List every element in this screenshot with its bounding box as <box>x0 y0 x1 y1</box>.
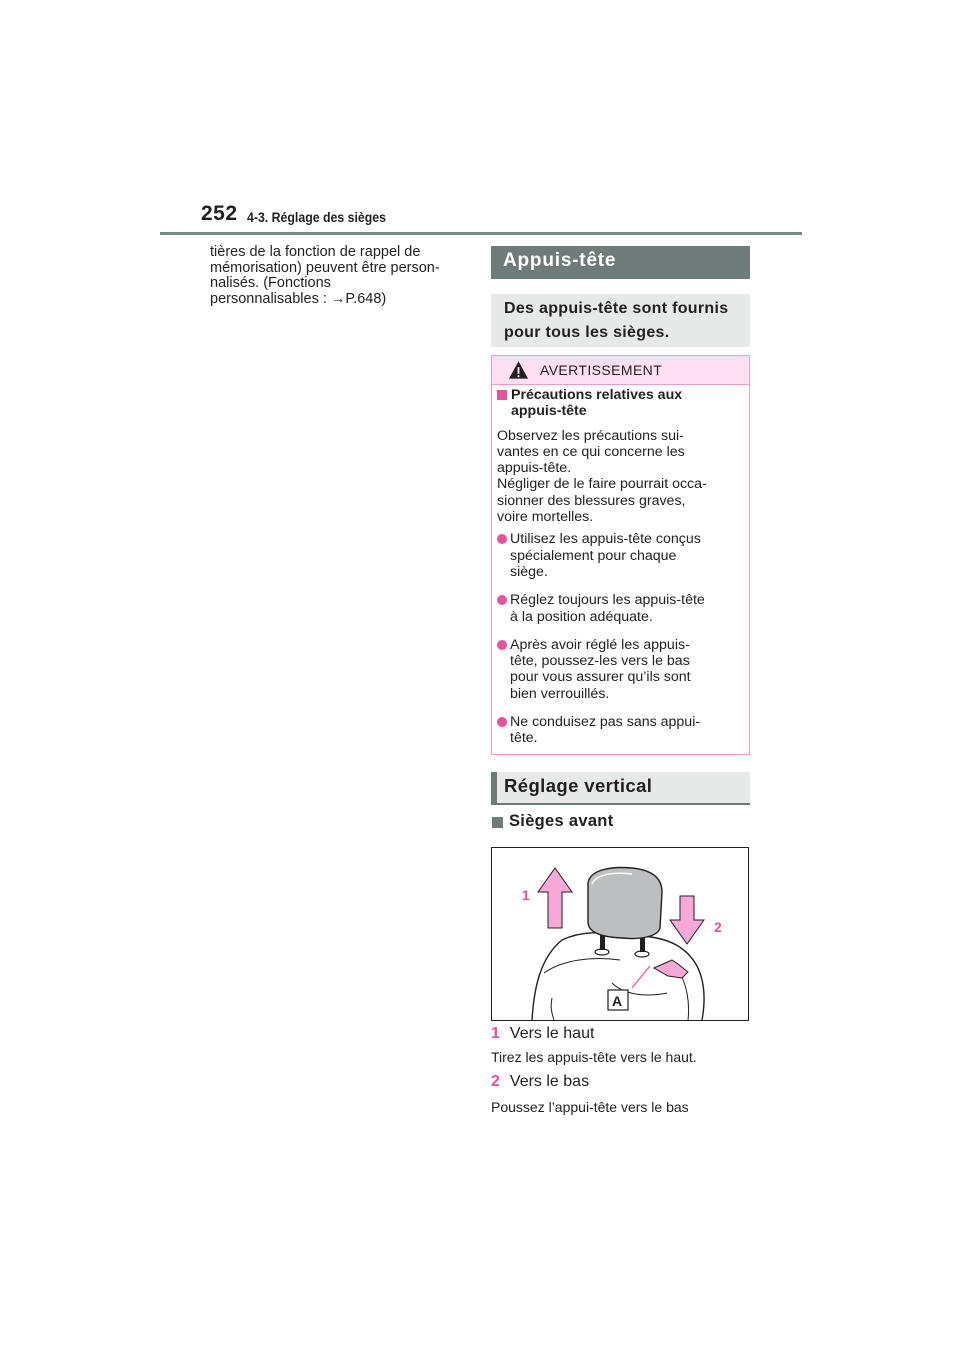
square-bullet-icon <box>492 817 503 828</box>
text-line-with-page-link[interactable]: personnalisables : →P.648) <box>210 290 387 307</box>
warning-bullet <box>497 714 743 747</box>
figure-label-up: 1 <box>522 887 530 903</box>
headrest-section-heading: Appuis-tête <box>491 246 750 279</box>
intro-line: Négliger de le faire pourrait occa- <box>497 476 707 493</box>
header-divider <box>160 232 802 235</box>
front-seats-subheading <box>492 812 614 831</box>
warning-title: AVERTISSEMENT <box>540 362 663 378</box>
text-line: nalisés. (Fonctions <box>210 275 331 292</box>
warning-bullet <box>497 592 743 625</box>
round-bullet-icon <box>497 595 507 605</box>
bullet-line: tête. <box>510 730 538 747</box>
round-bullet-icon <box>497 640 507 650</box>
bullet-line: Utilisez les appuis-tête conçus <box>510 531 701 548</box>
figure-label-release: A <box>612 993 623 1009</box>
warning-bullet <box>497 637 743 702</box>
warning-triangle-icon <box>508 360 529 380</box>
bullet-line: à la position adéquate. <box>510 608 653 625</box>
intro-line: voire mortelles. <box>497 509 594 526</box>
bullet-line: spécialement pour chaque <box>510 547 677 564</box>
bullet-line: Après avoir réglé les appuis- <box>510 636 690 653</box>
step-1-description: Tirez les appuis-tête vers le haut. <box>491 1049 697 1065</box>
intro-line: sionner des blessures graves, <box>497 492 686 509</box>
front-seats-label: Sièges avant <box>509 812 614 830</box>
warning-bullet <box>497 531 743 580</box>
step-2 <box>491 1073 589 1091</box>
bullet-line: Ne conduisez pas sans appui- <box>510 714 701 731</box>
intro-line: appuis-tête. <box>497 460 572 477</box>
subheading-line: appuis-tête <box>511 403 587 420</box>
step-label: Vers le bas <box>509 1073 590 1090</box>
intro-line: pour tous les sièges. <box>504 324 670 341</box>
warning-header <box>492 356 749 385</box>
step-number: 1 <box>491 1025 500 1042</box>
bullet-line: tête, poussez-les vers le bas <box>510 653 690 670</box>
headrest-intro <box>491 294 750 347</box>
step-2-description: Poussez l’appui-tête vers le bas <box>491 1099 689 1115</box>
bullet-line: siège. <box>510 563 548 580</box>
square-bullet-icon <box>497 390 507 400</box>
intro-line: Des appuis-tête sont fournis <box>504 300 729 317</box>
step-number: 2 <box>491 1073 500 1090</box>
continued-paragraph <box>210 245 470 307</box>
text-line: mémorisation) peuvent être person- <box>210 259 440 276</box>
intro-line: Observez les précautions sui- <box>497 427 684 444</box>
round-bullet-icon <box>497 534 507 544</box>
warning-body <box>497 387 743 747</box>
bullet-line: pour vous assurer qu’ils sont <box>510 669 691 686</box>
bullet-line: Réglez toujours les appuis-tête <box>510 592 705 609</box>
step-1 <box>491 1025 594 1043</box>
section-title: 4-3. Réglage des sièges <box>247 209 387 225</box>
warning-subheading <box>497 387 743 420</box>
page-number: 252 <box>201 202 238 225</box>
vertical-adjustment-heading: Réglage vertical <box>491 772 750 805</box>
warning-box <box>491 355 750 755</box>
seat-headrest-diagram <box>492 848 748 1020</box>
headrest-illustration <box>491 847 749 1021</box>
bullet-line: bien verrouillés. <box>510 685 610 702</box>
subheading-line: Précautions relatives aux <box>511 387 683 403</box>
intro-line: vantes en ce qui concerne les <box>497 443 685 460</box>
figure-label-down: 2 <box>714 919 722 935</box>
text-line: tières de la fonction de rappel de <box>210 244 421 260</box>
round-bullet-icon <box>497 717 507 727</box>
step-label: Vers le haut <box>509 1025 595 1042</box>
warning-intro <box>497 428 743 526</box>
